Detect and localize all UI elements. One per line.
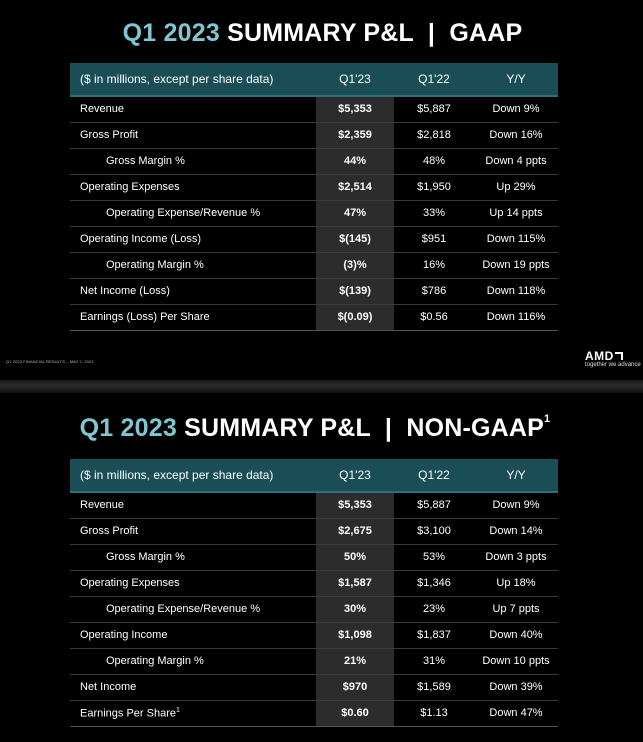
table-row	[70, 278, 558, 304]
gaap-title-text: SUMMARY P&L | GAAP	[227, 19, 523, 47]
header-yoy: Y/Y	[474, 459, 558, 492]
row-label: Net Income (Loss)	[70, 278, 316, 304]
header-label: ($ in millions, except per share data)	[70, 63, 316, 96]
row-label: Gross Margin %	[70, 148, 316, 174]
row-current: $0.60	[316, 700, 394, 726]
row-yoy: Down 116%	[474, 304, 558, 330]
row-current: $2,359	[316, 122, 394, 148]
row-prior: 23%	[394, 596, 474, 622]
row-label: Operating Income (Loss)	[70, 226, 316, 252]
row-yoy: Up 14 ppts	[474, 200, 558, 226]
row-current: $970	[316, 674, 394, 700]
row-prior: $1,346	[394, 570, 474, 596]
amd-arrow-icon	[615, 352, 623, 360]
slide-separator	[0, 380, 643, 393]
row-label: Gross Profit	[70, 122, 316, 148]
nongaap-title-text: SUMMARY P&L | NON-GAAP	[184, 414, 545, 442]
nongaap-pl-table	[70, 459, 558, 727]
table-row	[70, 304, 558, 330]
row-prior: $1,589	[394, 674, 474, 700]
row-current: $5,353	[316, 492, 394, 518]
row-current: 44%	[316, 148, 394, 174]
row-prior: $1,837	[394, 622, 474, 648]
header-label: ($ in millions, except per share data)	[70, 459, 316, 492]
row-yoy: Down 4 ppts	[474, 148, 558, 174]
table-row	[70, 648, 558, 674]
row-label: Gross Margin %	[70, 544, 316, 570]
nongaap-slide	[0, 393, 643, 742]
row-current: (3)%	[316, 252, 394, 278]
row-yoy: Down 9%	[474, 96, 558, 122]
row-label: Operating Margin %	[70, 252, 316, 278]
row-label: Revenue	[70, 96, 316, 122]
row-yoy: Down 47%	[474, 700, 558, 726]
row-label: Operating Expenses	[70, 174, 316, 200]
row-label: Operating Expenses	[70, 570, 316, 596]
row-current: $2,675	[316, 518, 394, 544]
table-row	[70, 252, 558, 278]
header-current-quarter: Q1'23	[316, 459, 394, 492]
row-current: $(139)	[316, 278, 394, 304]
row-label: Earnings (Loss) Per Share	[70, 304, 316, 330]
row-label: Gross Profit	[70, 518, 316, 544]
row-current: $5,353	[316, 96, 394, 122]
row-label-text: Earnings Per Share	[80, 707, 176, 720]
amd-logo-text: AMD	[585, 349, 614, 363]
row-current: $1,587	[316, 570, 394, 596]
row-prior: 31%	[394, 648, 474, 674]
table-row	[70, 122, 558, 148]
row-current: $(145)	[316, 226, 394, 252]
table-header-row	[70, 459, 558, 492]
table-row	[70, 596, 558, 622]
row-prior: $1.13	[394, 700, 474, 726]
amd-logo	[585, 349, 623, 363]
table-row	[70, 96, 558, 122]
header-prior-quarter: Q1'22	[394, 63, 474, 96]
header-current-quarter: Q1'23	[316, 63, 394, 96]
row-label: Net Income	[70, 674, 316, 700]
table-header-row	[70, 63, 558, 96]
table-row	[70, 544, 558, 570]
row-yoy: Down 9%	[474, 492, 558, 518]
row-prior: 53%	[394, 544, 474, 570]
row-yoy: Down 118%	[474, 278, 558, 304]
table-row	[70, 148, 558, 174]
row-yoy: Down 115%	[474, 226, 558, 252]
table-row	[70, 674, 558, 700]
row-label	[70, 700, 316, 726]
row-current: 30%	[316, 596, 394, 622]
row-prior: $2,818	[394, 122, 474, 148]
row-yoy: Down 39%	[474, 674, 558, 700]
nongaap-title-period: Q1 2023	[79, 414, 177, 442]
table-row	[70, 174, 558, 200]
row-label: Operating Expense/Revenue %	[70, 596, 316, 622]
row-prior: $0.56	[394, 304, 474, 330]
row-yoy: Down 10 ppts	[474, 648, 558, 674]
row-current: $(0.09)	[316, 304, 394, 330]
nongaap-title-footnote: 1	[544, 413, 551, 425]
table-row	[70, 622, 558, 648]
row-prior: $5,887	[394, 492, 474, 518]
row-current: 21%	[316, 648, 394, 674]
table-row	[70, 518, 558, 544]
table-row	[70, 200, 558, 226]
row-prior: 16%	[394, 252, 474, 278]
row-label: Revenue	[70, 492, 316, 518]
row-label-footnote: 1	[176, 706, 180, 714]
table-row	[70, 226, 558, 252]
row-yoy: Down 14%	[474, 518, 558, 544]
row-current: $2,514	[316, 174, 394, 200]
gaap-title	[1, 19, 643, 48]
table-row	[70, 700, 558, 726]
row-label: Operating Expense/Revenue %	[70, 200, 316, 226]
row-label: Operating Margin %	[70, 648, 316, 674]
row-yoy: Down 3 ppts	[474, 544, 558, 570]
amd-tagline: together we advance	[585, 362, 641, 368]
row-current: 47%	[316, 200, 394, 226]
row-yoy: Down 40%	[474, 622, 558, 648]
row-yoy: Down 16%	[474, 122, 558, 148]
gaap-title-period: Q1 2023	[122, 19, 220, 47]
header-prior-quarter: Q1'22	[394, 459, 474, 492]
row-yoy: Up 7 ppts	[474, 596, 558, 622]
row-prior: $1,950	[394, 174, 474, 200]
footer-text: Q1 2023 FINANCIAL RESULTS – MAY 2, 2023	[6, 359, 94, 364]
table-row	[70, 492, 558, 518]
row-yoy: Up 18%	[474, 570, 558, 596]
header-yoy: Y/Y	[474, 63, 558, 96]
table-row	[70, 570, 558, 596]
row-label: Operating Income	[70, 622, 316, 648]
row-yoy: Down 19 ppts	[474, 252, 558, 278]
row-prior: $5,887	[394, 96, 474, 122]
row-yoy: Up 29%	[474, 174, 558, 200]
row-prior: 48%	[394, 148, 474, 174]
row-current: 50%	[316, 544, 394, 570]
row-prior: $3,100	[394, 518, 474, 544]
nongaap-title	[0, 414, 630, 443]
gaap-pl-table	[70, 63, 558, 331]
row-prior: $951	[394, 226, 474, 252]
row-current: $1,098	[316, 622, 394, 648]
row-prior: 33%	[394, 200, 474, 226]
row-prior: $786	[394, 278, 474, 304]
